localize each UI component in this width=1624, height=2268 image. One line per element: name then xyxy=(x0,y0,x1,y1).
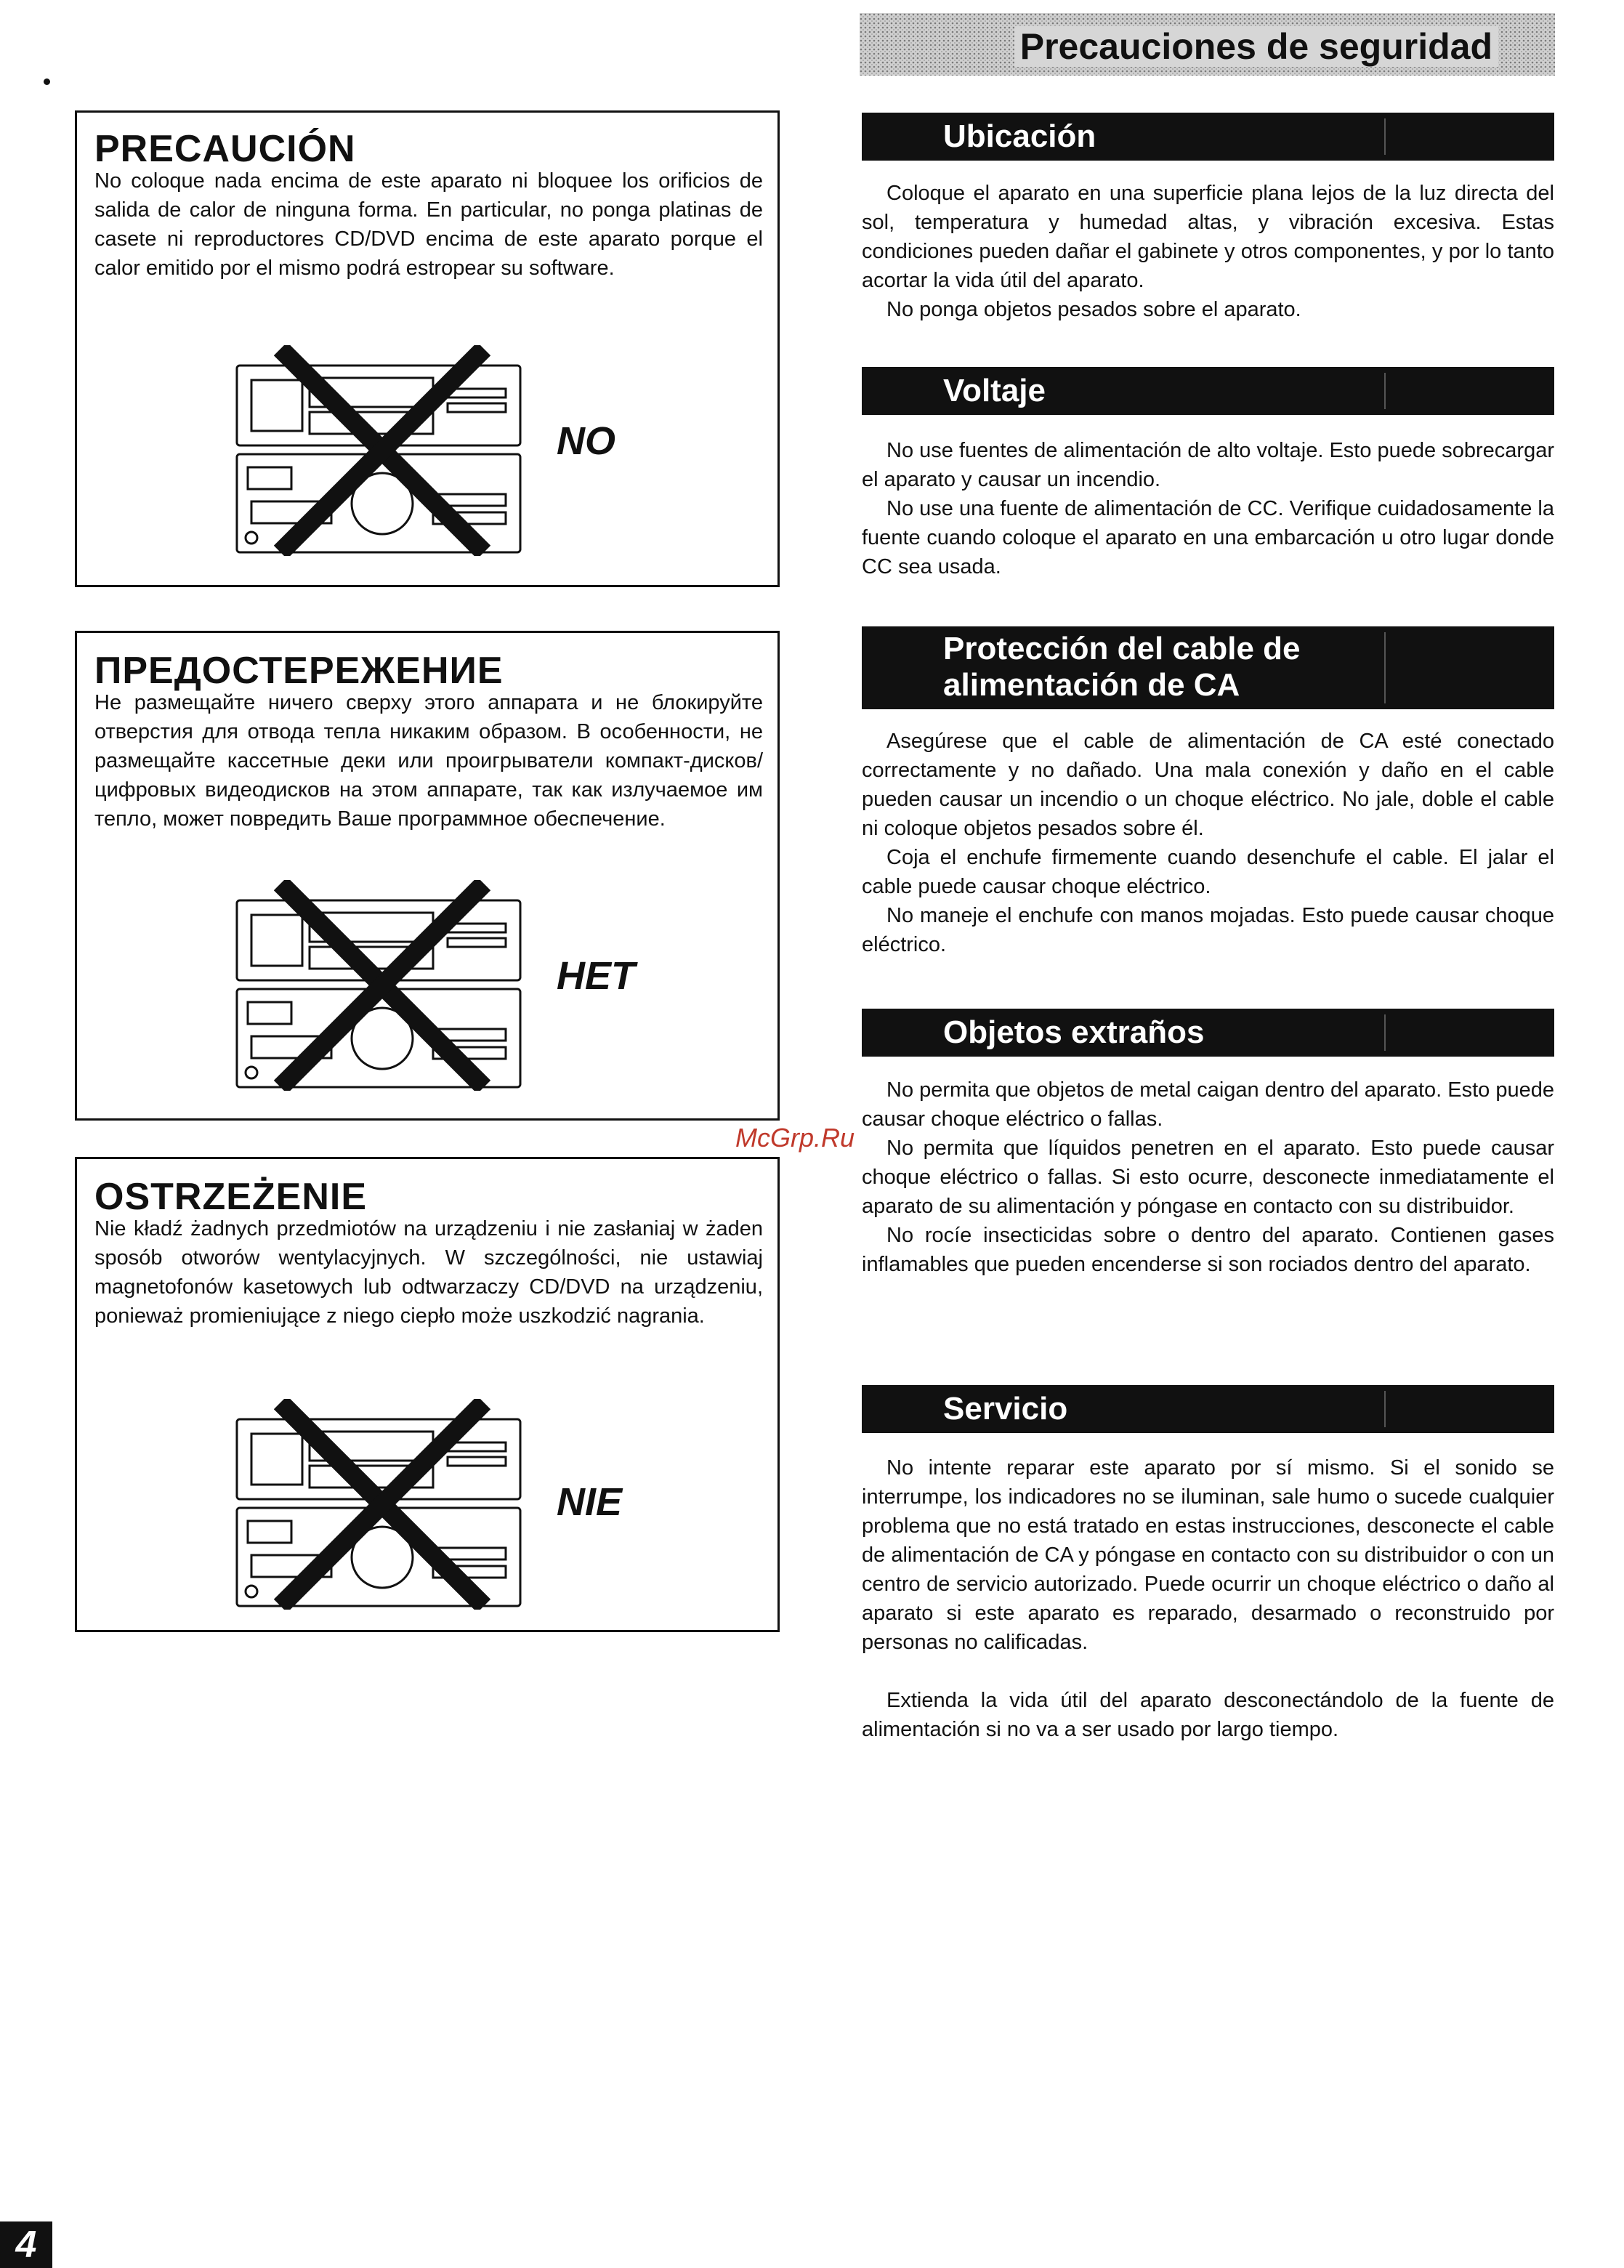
paragraph: No maneje el enchufe con manos mojadas. Esto puede causar choque eléctrico. xyxy=(862,904,1554,956)
section-heading-servicio xyxy=(862,1385,1554,1433)
section-heading-voltaje xyxy=(862,367,1554,415)
warning-text: Nie kładź żadnych przedmiotów na urządzeniu i nie zasłaniaj w żaden sposób otworów wentylacyjnych. W szczególności, nie ustawiaj magnetofonów kasetowych lub odtwarzaczy CD/DVD na urządzeniu, ponieważ promieniujące z niego ciepło może uszkodzić nagrania. xyxy=(94,1217,763,1328)
section-heading-label-line1: Protección del cable de xyxy=(943,631,1301,666)
section-body-objetos-extranos xyxy=(862,1076,1554,1279)
paragraph: Asegúrese que el cable de alimentación de CA esté conectado correctamente y no dañado. Una mala conexión y daño en el cable pueden causar un incendio o un choque eléctrico. No jale, doble el cable ni coloque objetos pesados sobre él. xyxy=(862,730,1554,840)
section-body-servicio xyxy=(862,1453,1554,1657)
section-body-proteccion-cable xyxy=(862,727,1554,959)
paragraph: No ponga objetos pesados sobre el aparato. xyxy=(886,298,1301,321)
stacked-units-crossed-illustration xyxy=(230,880,535,1091)
prohibition-label: НЕТ xyxy=(557,954,635,998)
warning-box-polish xyxy=(75,1157,780,1632)
watermark: McGrp.Ru xyxy=(735,1123,855,1153)
section-body-voltaje xyxy=(862,436,1554,581)
stacked-units-crossed-illustration xyxy=(230,345,535,556)
paragraph: No permita que objetos de metal caigan dentro del aparato. Esto puede causar choque eléctrico o fallas. xyxy=(862,1078,1554,1131)
warning-title: PRECAUCIÓN xyxy=(94,128,356,170)
paragraph: Extienda la vida útil del aparato desconectándolo de la fuente de alimentación si no va a ser usado por largo tiempo. xyxy=(862,1689,1554,1741)
paragraph: No use una fuente de alimentación de CC. Verifique cuidadosamente la fuente cuando coloque el aparato en una embarcación u otro lugar donde CC sea usada. xyxy=(862,497,1554,578)
warning-title: ПРЕДОСТЕРЕЖЕНИЕ xyxy=(94,650,504,692)
paragraph: No intente reparar este aparato por sí mismo. Si el sonido se interrumpe, los indicadores no se iluminan, sale humo o sucede cualquier problema que no está tratado en estas instrucciones, desconecte el cable de alimentación de CA y póngase en contacto con su distribuidor o con un centro de servicio autorizado. Puede ocurrir un choque eléctrico o daño al aparato si este aparato es reparado, desarmado o reconstruido por personas no calificadas. xyxy=(862,1456,1554,1654)
section-body-ubicacion xyxy=(862,179,1554,324)
section-heading-label: Servicio xyxy=(943,1391,1068,1426)
section-heading-proteccion-cable xyxy=(862,626,1554,709)
paragraph: Coja el enchufe firmemente cuando desenchufe el cable. El jalar el cable puede causar choque eléctrico. xyxy=(862,846,1554,898)
page-title-banner xyxy=(860,13,1555,76)
warning-text: No coloque nada encima de este aparato ni bloquee los orificios de salida de calor de ninguna forma. En particular, no ponga platinas de casete ni reproductores CD/DVD encima de este aparato porque el calor emitido por el mismo podrá estropear su software. xyxy=(94,169,763,280)
stacked-units-crossed-illustration xyxy=(230,1399,535,1610)
warning-title: OSTRZEŻENIE xyxy=(94,1176,368,1218)
warning-box-russian xyxy=(75,631,780,1121)
section-heading-label: Objetos extraños xyxy=(943,1014,1205,1050)
page-title: Precauciones de seguridad xyxy=(1014,26,1498,67)
warning-text: Не размещайте ничего сверху этого аппарата и не блокируйте отверстия для отвода тепла никаким образом. В особенности, не размещайте кассетные деки или проигрыватели компакт-дисков/цифровых видеодисков на этом аппарате, так как излучаемое им тепло, может повредить Ваше программное обеспечение. xyxy=(94,691,763,831)
section-heading-objetos-extranos xyxy=(862,1009,1554,1057)
paragraph: No use fuentes de alimentación de alto voltaje. Esto puede sobrecargar el aparato y causar un incendio. xyxy=(862,439,1554,491)
page-number: 4 xyxy=(0,2221,52,2268)
paragraph: No permita que líquidos penetren en el aparato. Esto puede causar choque eléctrico o fallas. Si esto ocurre, desconecte inmediatamente el aparato de su alimentación y póngase en contacto con su distribuidor. xyxy=(862,1137,1554,1218)
section-heading-label: Ubicación xyxy=(943,118,1096,154)
prohibition-label: NIE xyxy=(557,1480,623,1524)
closing-note xyxy=(862,1686,1554,1744)
paragraph: No rocíe insecticidas sobre o dentro del aparato. Contienen gases inflamables que pueden encenderse si son rociados dentro del aparato. xyxy=(862,1224,1554,1276)
stray-dot xyxy=(44,78,50,85)
warning-box-spanish xyxy=(75,110,780,587)
section-heading-label: Voltaje xyxy=(943,373,1046,408)
section-heading-label-line2: alimentación de CA xyxy=(943,667,1240,703)
paragraph: Coloque el aparato en una superficie plana lejos de la luz directa del sol, temperatura y humedad altas, y vibración excesiva. Estas condiciones pueden dañar el gabinete y otros componentes, y por lo tanto acortar la vida útil del aparato. xyxy=(862,182,1554,292)
prohibition-label: NO xyxy=(557,419,615,463)
section-heading-ubicacion xyxy=(862,113,1554,161)
